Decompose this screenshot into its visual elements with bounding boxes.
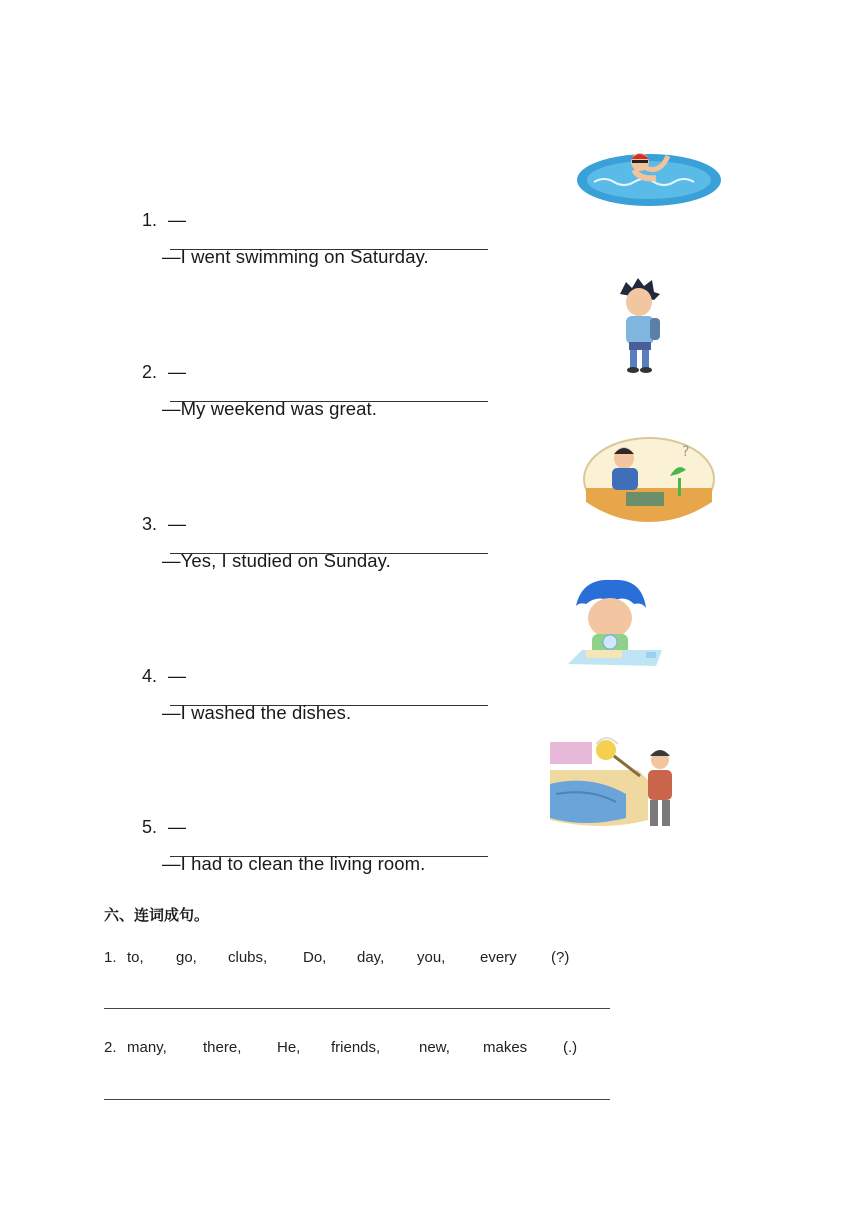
dash: —	[168, 210, 186, 230]
answer-text: —My weekend was great.	[162, 398, 378, 419]
word: (.)	[563, 1039, 578, 1056]
word: makes	[483, 1039, 528, 1056]
question-number: 2.	[142, 362, 158, 382]
dash: —	[168, 817, 186, 837]
question-number: 3.	[142, 514, 158, 534]
dash: —	[168, 362, 186, 382]
section-title: 六、连词成句。	[104, 906, 210, 924]
boy-washing-dishes-image	[564, 578, 668, 683]
svg-text:?: ?	[682, 444, 690, 460]
answer-text: —I washed the dishes.	[162, 702, 352, 723]
answer-text: —I went swimming on Saturday.	[162, 246, 429, 267]
word: day,	[357, 949, 385, 966]
word: clubs,	[228, 949, 268, 966]
dash: —	[168, 514, 186, 534]
boy-studying-image	[582, 436, 716, 527]
sentence-number: 2.	[104, 1039, 117, 1056]
sentence-number: 1.	[104, 949, 117, 966]
boy-with-backpack-image	[612, 278, 666, 379]
word: to,	[127, 949, 144, 966]
boy-cleaning-room-image	[548, 736, 688, 839]
answer-line-1[interactable]	[104, 1008, 610, 1009]
question-number: 4.	[142, 666, 158, 686]
answer-text: —Yes, I studied on Sunday.	[162, 550, 391, 571]
question-number: 5.	[142, 817, 158, 837]
word: go,	[176, 949, 197, 966]
answer-text: —I had to clean the living room.	[162, 853, 426, 874]
word: there,	[203, 1039, 242, 1056]
word: every	[480, 949, 517, 966]
swimming-boy-image	[574, 142, 724, 215]
answer-line-2[interactable]	[104, 1099, 610, 1100]
question-number: 1.	[142, 210, 158, 230]
word: you,	[417, 949, 446, 966]
word: new,	[419, 1039, 450, 1056]
word: (?)	[551, 949, 570, 966]
word: Do,	[303, 949, 327, 966]
word: many,	[127, 1039, 167, 1056]
word: He,	[277, 1039, 301, 1056]
word: friends,	[331, 1039, 381, 1056]
dash: —	[168, 666, 186, 686]
